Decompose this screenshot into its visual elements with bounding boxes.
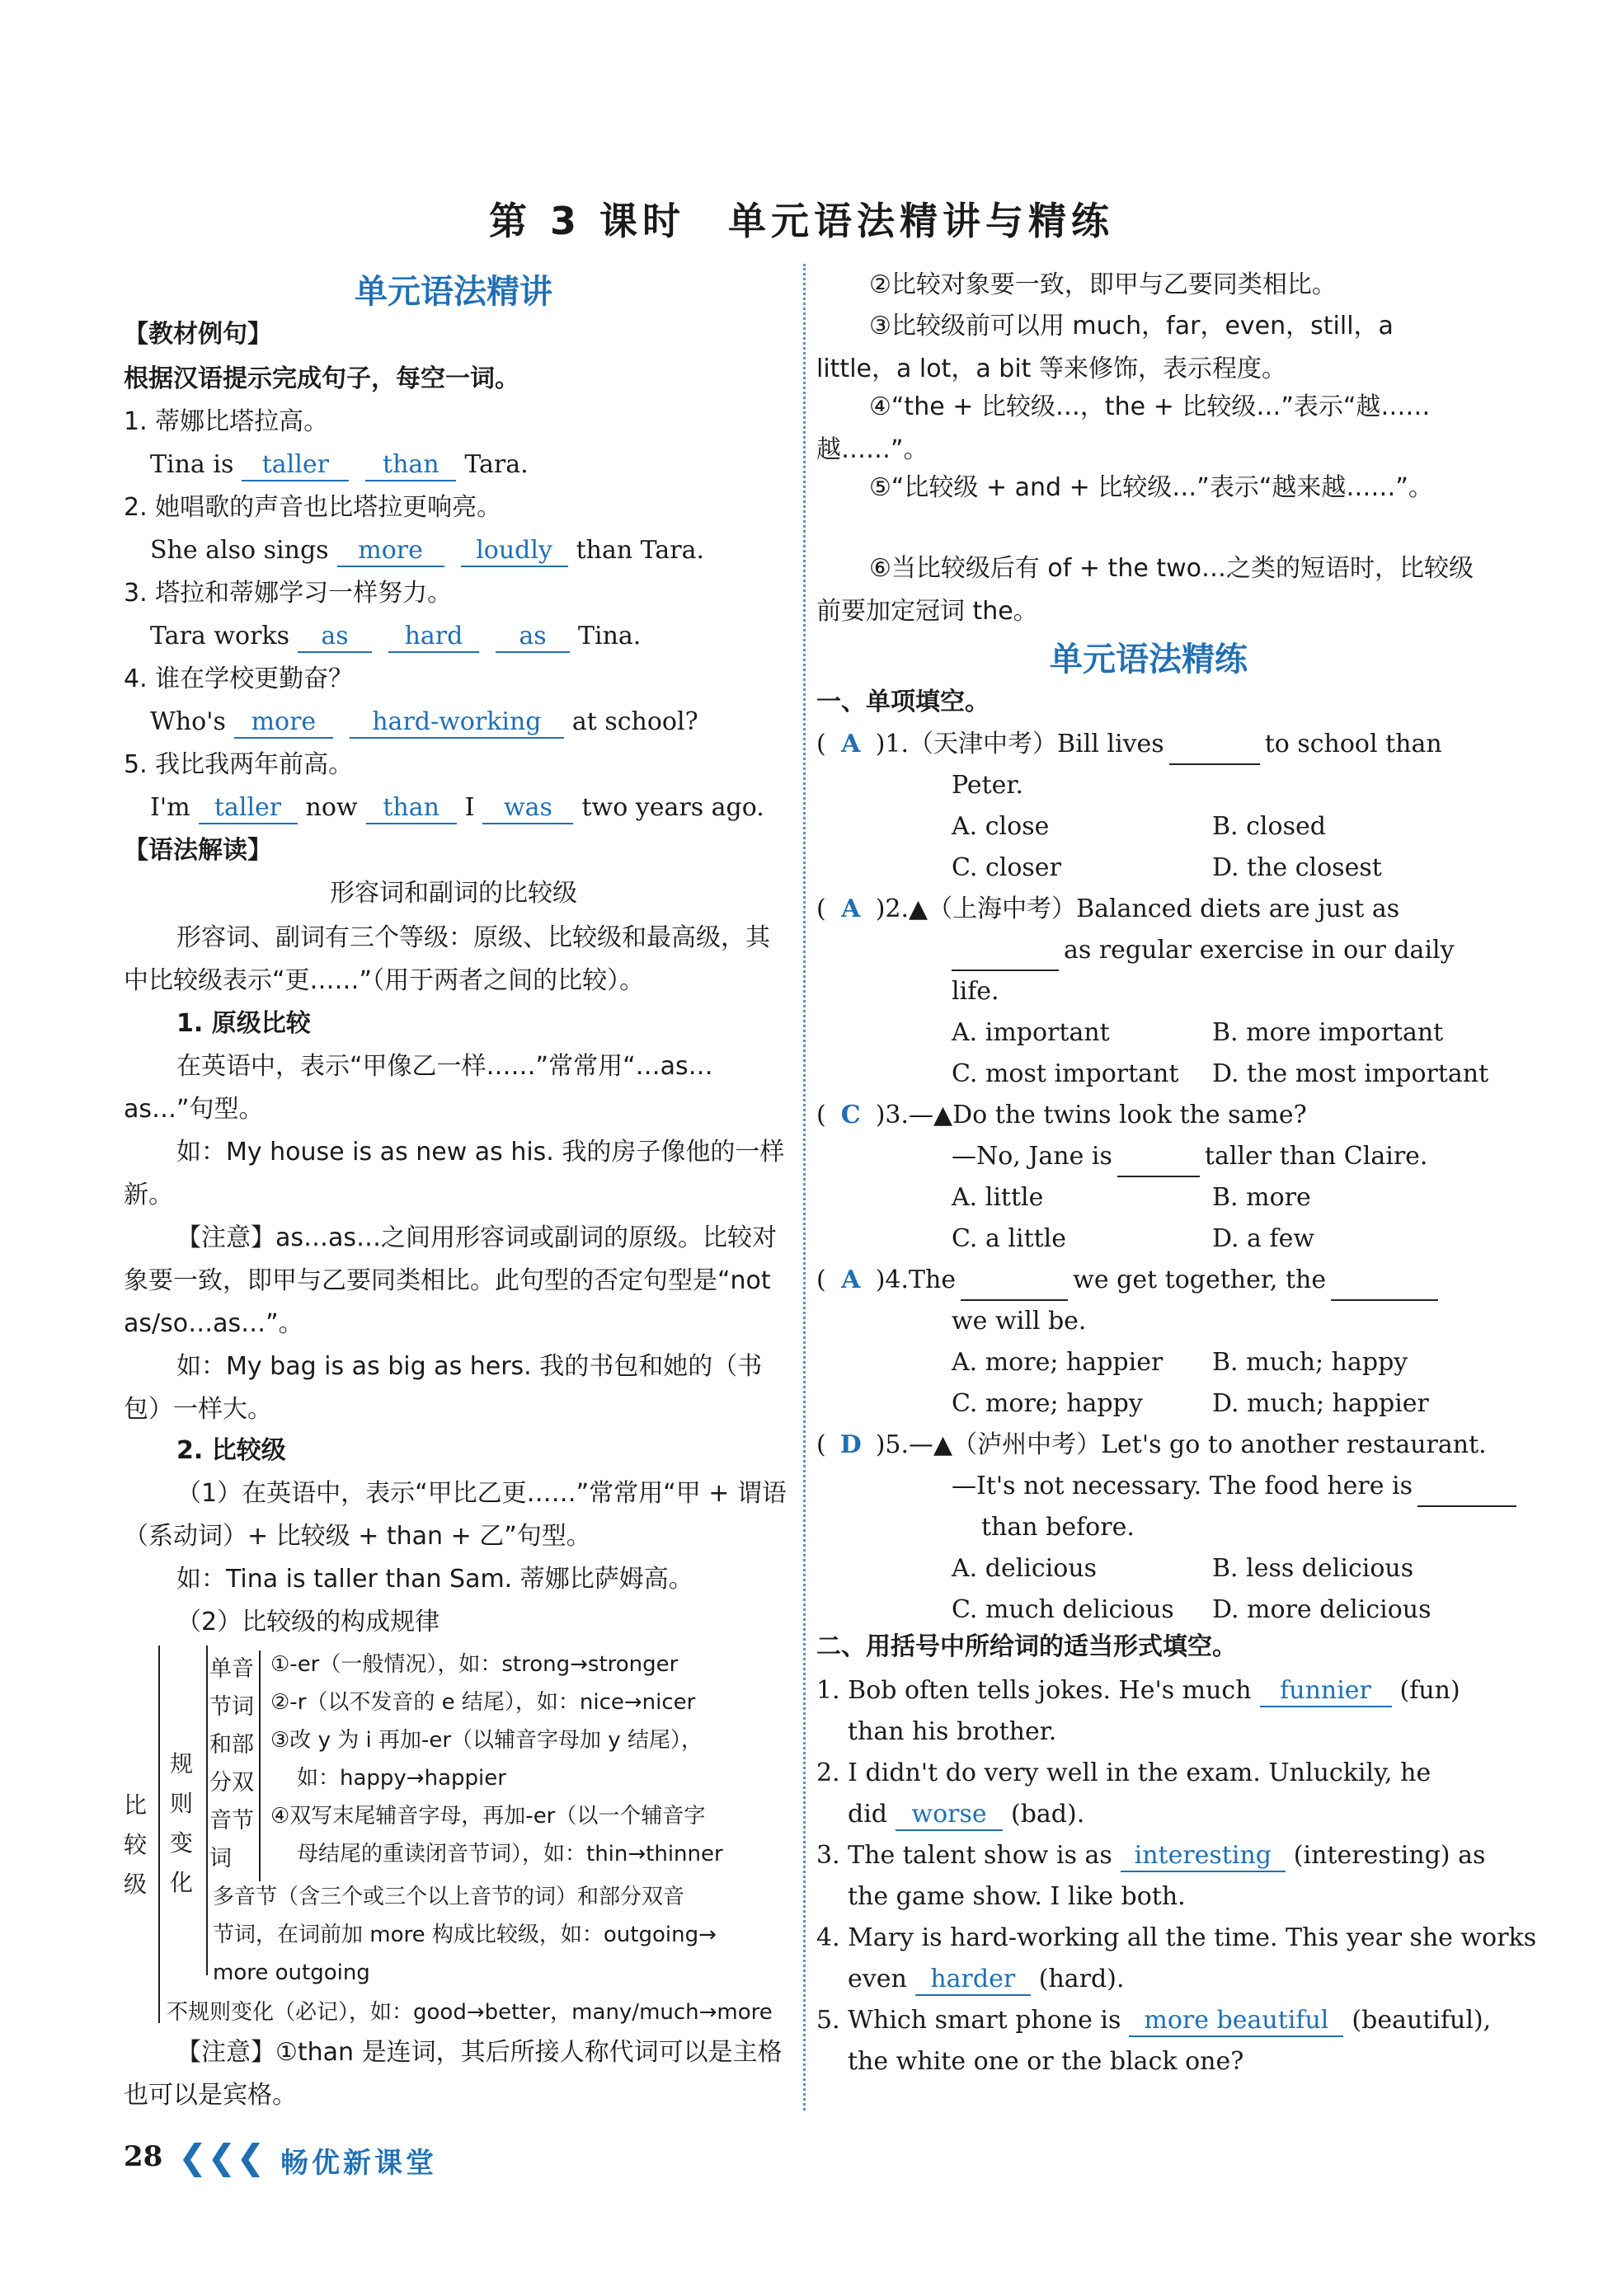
- mc-4-option-b: B. much; happy: [1212, 1348, 1408, 1377]
- mc-answer: A: [841, 894, 861, 923]
- answer: hard: [388, 622, 479, 653]
- item-3-en: Tara works as hard as Tina.: [150, 620, 641, 653]
- mc-4-stem: ( A )4.The we get together, the: [816, 1260, 1443, 1301]
- note-2: 【注意】①than 是连词，其后所接人称代词可以是主格也可以是宾格。: [124, 2038, 783, 2110]
- mc-1-option-a: A. close: [952, 812, 1050, 841]
- note-n5: ⑤“比较级 + and + 比较级…”表示“越来越……”。: [869, 473, 1433, 502]
- item-4-en: Who's more hard-working at school?: [150, 706, 698, 739]
- fill-4-cont: even harder (hard).: [848, 1959, 1124, 2000]
- item-3-cn: 3. 塔拉和蒂娜学习一样努力。: [124, 579, 453, 608]
- answer: more: [337, 536, 444, 567]
- answer: as: [496, 622, 570, 653]
- answer: as: [298, 622, 372, 653]
- poly-1: 多音节（含三个或三个以上音节的词）和部分双音: [213, 1885, 685, 1909]
- mc-3-stem2: —No, Jane is taller than Claire.: [952, 1136, 1427, 1177]
- mc-answer: A: [841, 730, 861, 758]
- answer: taller: [199, 793, 298, 824]
- answer: hard-working: [350, 707, 564, 739]
- mc-5-stem3: than before.: [981, 1513, 1135, 1542]
- mc-1-stem2: Peter.: [952, 771, 1023, 800]
- poly-2: 节词，在词前加 more 构成比较级，如：outgoing→: [213, 1923, 717, 1947]
- irregular: 不规则变化（必记），如：good→better，many/much→more: [167, 2000, 773, 2025]
- note-n6: ⑥当比较级后有 of + the two…之类的短语时，比较级前要加定冠词 the。: [816, 554, 1474, 626]
- heading-2: 2. 比较级: [176, 1436, 286, 1465]
- mc-2-stem3: life.: [952, 977, 999, 1006]
- mc-4-option-a: A. more; happier: [952, 1348, 1163, 1377]
- mc-answer: A: [841, 1265, 861, 1294]
- mc-5-stem2: —It's not necessary. The food here is: [952, 1466, 1521, 1507]
- answer: was: [482, 793, 573, 824]
- fill-1-cont: than his brother.: [848, 1717, 1057, 1746]
- answer: interesting: [1121, 1841, 1286, 1872]
- mc-2-option-b: B. more important: [1212, 1018, 1444, 1047]
- answer: than: [365, 450, 456, 481]
- tree-root: 比较级: [124, 1791, 148, 1898]
- rule-2: ②-r（以不发音的 e 结尾），如：nice→nicer: [270, 1690, 696, 1715]
- rule-3b: 如：happy→happier: [297, 1766, 506, 1791]
- mc-1-option-c: C. closer: [952, 853, 1061, 882]
- fill-5: 5. Which smart phone is more beautiful (beautiful),: [816, 2000, 1491, 2041]
- answer: loudly: [461, 536, 568, 567]
- answer: more: [234, 707, 333, 739]
- mc-3-option-c: C. a little: [952, 1224, 1067, 1253]
- note-1: 【注意】as…as…之间用形容词或副词的原级。比较对象要一致，即甲与乙要同类相比。此句型的否定句型是“not as/so…as…”。: [124, 1223, 778, 1338]
- note-n3: ③比较级前可以用 much，far，even，still，a little，a lot，a bit 等来修饰，表示程度。: [816, 312, 1394, 383]
- fill-3-cont: the game show. I like both.: [848, 1882, 1186, 1911]
- mc-4-stem2: we will be.: [952, 1307, 1087, 1336]
- mc-5-option-c: C. much delicious: [952, 1595, 1174, 1624]
- mc-2-option-a: A. important: [952, 1018, 1110, 1047]
- para-4: 如：My bag is as big as hers. 我的书包和她的（书包）一样大。: [124, 1352, 763, 1424]
- tree-mono: 单音节词和部分双音节词: [209, 1656, 254, 1871]
- mc-5-option-a: A. delicious: [952, 1554, 1098, 1583]
- mc-answer: C: [840, 1101, 861, 1129]
- para-3: 如：My house is as new as his. 我的房子像他的一样新。: [124, 1138, 785, 1209]
- chevron-left-icon: ❮❮❮: [178, 2137, 266, 2177]
- note-n4: ④“the + 比较级…，the + 比较级…”表示“越……越……”。: [816, 392, 1431, 464]
- tree-regular: 规则变化: [170, 1750, 194, 1896]
- item-4-cn: 4. 谁在学校更勤奋？: [124, 664, 354, 693]
- para-6: 如：Tina is taller than Sam. 蒂娜比萨姆高。: [176, 1565, 693, 1594]
- mc-1-stem: ( A )1.（天津中考）Bill lives to school than: [816, 724, 1442, 765]
- answer: than: [366, 793, 457, 824]
- mc-1-option-d: D. the closest: [1212, 853, 1382, 882]
- heading-1: 1. 原级比较: [176, 1009, 311, 1038]
- mc-5-option-b: B. less delicious: [1212, 1554, 1414, 1583]
- fill-2: 2. I didn't do very well in the exam. Unluckily, he: [816, 1758, 1431, 1787]
- para-1: 形容词、副词有三个等级：原级、比较级和最高级，其中比较级表示“更……”（用于两者之间的比较）。: [124, 923, 770, 995]
- left-section-title: 单元语法精讲: [355, 273, 552, 311]
- note-n2: ②比较对象要一致，即甲与乙要同类相比。: [869, 270, 1337, 299]
- para-2: 在英语中，表示“甲像乙一样……”常常用“…as…as…”句型。: [124, 1052, 713, 1124]
- mc-3-option-b: B. more: [1212, 1183, 1311, 1212]
- poly-3: more outgoing: [213, 1960, 370, 1985]
- mc-4-option-c: C. more; happy: [952, 1389, 1143, 1418]
- grammar-label: 【语法解读】: [124, 836, 272, 865]
- mc-2-option-d: D. the most important: [1212, 1059, 1489, 1088]
- fill-3: 3. The talent show is as interesting (interesting) as: [816, 1835, 1485, 1876]
- rule-1: ①-er（一般情况），如：strong→stronger: [270, 1652, 679, 1677]
- mc-3-stem: ( C )3.—▲Do the twins look the same?: [816, 1095, 1307, 1136]
- page-title: 第 3 课时 单元语法精讲与精练: [488, 199, 1115, 243]
- part-2-title: 二、用括号中所给词的适当形式填空。: [816, 1632, 1237, 1661]
- fill-2-cont: did worse (bad).: [848, 1794, 1084, 1835]
- mc-2-stem: ( A )2.▲（上海中考）Balanced diets are just as: [816, 889, 1399, 930]
- rule-4: ④双写末尾辅音字母，再加-er（以一个辅音字: [270, 1804, 706, 1829]
- para-5: （1）在英语中，表示“甲比乙更……”常常用“甲 + 谓语（系动词）+ 比较级 + than + 乙”句型。: [124, 1479, 787, 1551]
- answer: harder: [915, 1965, 1031, 1996]
- item-5-en: I'm taller now than I was two years ago.: [150, 791, 764, 824]
- right-section-title: 单元语法精练: [1050, 641, 1248, 678]
- grammar-title: 形容词和副词的比较级: [330, 879, 577, 908]
- instruction: 根据汉语提示完成句子，每空一词。: [124, 364, 519, 393]
- answer: more beautiful: [1129, 2006, 1343, 2037]
- item-1-en: Tina is taller than Tara.: [150, 448, 529, 481]
- fill-1: 1. Bob often tells jokes. He's much funnier (fun): [816, 1670, 1460, 1711]
- comparative-tree: [124, 1646, 792, 2033]
- column-divider: [803, 264, 806, 2111]
- mc-2-stem2: as regular exercise in our daily: [952, 930, 1455, 971]
- mc-5-option-d: D. more delicious: [1212, 1595, 1431, 1624]
- rule-4b: 母结尾的重读闭音节词），如：thin→thinner: [297, 1842, 723, 1866]
- brand-logo: 畅优新课堂: [280, 2147, 437, 2180]
- item-2-en: She also sings more loudly than Tara.: [150, 534, 704, 567]
- mc-3-option-a: A. little: [952, 1183, 1044, 1212]
- fill-4: 4. Mary is hard-working all the time. This year she works: [816, 1923, 1537, 1952]
- item-5-cn: 5. 我比我两年前高。: [124, 750, 354, 779]
- rule-3: ③改 y 为 i 再加-er（以辅音字母加 y 结尾），: [270, 1728, 703, 1753]
- mc-1-option-b: B. closed: [1212, 812, 1326, 841]
- jiaocai-label: 【教材例句】: [124, 320, 272, 349]
- fill-5-cont: the white one or the black one?: [848, 2047, 1244, 2076]
- mc-3-option-d: D. a few: [1212, 1224, 1315, 1253]
- item-1-cn: 1. 蒂娜比塔拉高。: [124, 407, 329, 436]
- page-number: 28: [124, 2140, 163, 2173]
- answer: funnier: [1260, 1676, 1392, 1707]
- part-1-title: 一、单项填空。: [816, 688, 990, 716]
- mc-4-option-d: D. much; happier: [1212, 1389, 1429, 1418]
- item-2-cn: 2. 她唱歌的声音也比塔拉更响亮。: [124, 493, 502, 522]
- mc-5-stem: ( D )5.—▲（泸州中考）Let's go to another restaurant.: [816, 1425, 1487, 1466]
- para-7: （2）比较级的构成规律: [176, 1608, 440, 1636]
- answer: worse: [896, 1800, 1003, 1831]
- mc-answer: D: [839, 1430, 862, 1459]
- mc-2-option-c: C. most important: [952, 1059, 1179, 1088]
- answer: taller: [242, 450, 349, 481]
